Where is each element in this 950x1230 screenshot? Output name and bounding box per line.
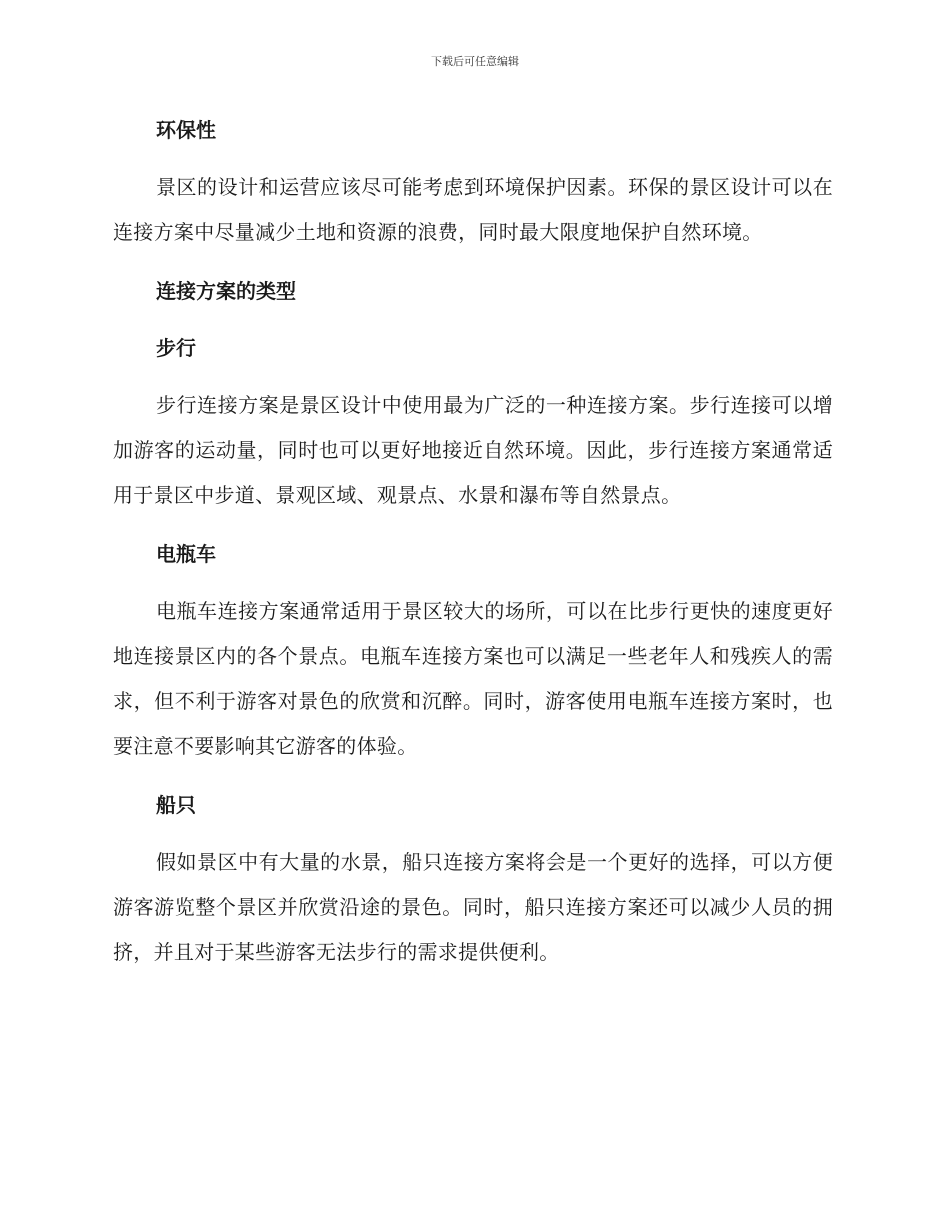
header-note: 下载后可任意编辑 bbox=[431, 55, 519, 68]
section-heading-electric-cart: 电瓶车 bbox=[156, 542, 216, 566]
section-paragraph-electric-cart: 电瓶车连接方案通常适用于景区较大的场所，可以在比步行更快的速度更好地连接景区内的各个景点。电瓶车连接方案也可以满足一些老年人和残疾人的需求，但不利于游客对景色的欣赏和沉醉。同时，游客使用电瓶车连接方案时，也要注意不要影响其它游客的体验。 bbox=[113, 599, 833, 758]
section-heading-boat: 船只 bbox=[156, 793, 196, 817]
section-paragraph-environmental: 景区的设计和运营应该尽可能考虑到环境保护因素。环保的景区设计可以在连接方案中尽量减少土地和资源的浪费，同时最大限度地保护自然环境。 bbox=[113, 175, 833, 244]
section-paragraph-boat: 假如景区中有大量的水景，船只连接方案将会是一个更好的选择，可以方便游客游览整个景区并欣赏沿途的景色。同时，船只连接方案还可以减少人员的拥挤，并且对于某些游客无法步行的需求提供便利。 bbox=[113, 850, 833, 964]
section-heading-walking: 步行 bbox=[156, 336, 196, 360]
section-paragraph-walking: 步行连接方案是景区设计中使用最为广泛的一种连接方案。步行连接可以增加游客的运动量，同时也可以更好地接近自然环境。因此，步行连接方案通常适用于景区中步道、景观区域、观景点、水景和瀑布等自然景点。 bbox=[113, 393, 833, 507]
section-heading-environmental: 环保性 bbox=[156, 118, 216, 142]
section-heading-connection-types: 连接方案的类型 bbox=[156, 279, 296, 303]
document-body bbox=[113, 108, 833, 975]
